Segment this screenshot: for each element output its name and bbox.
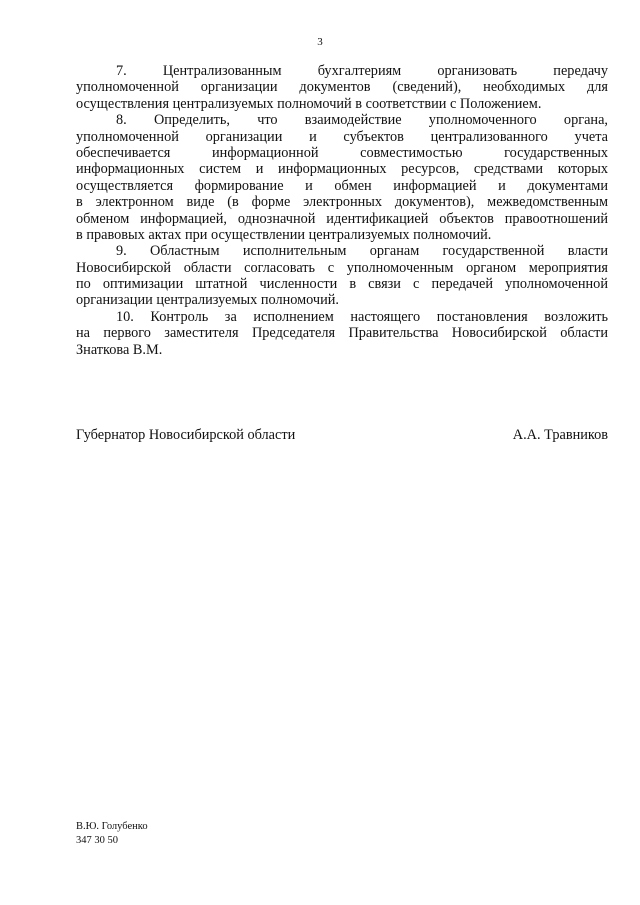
text-line: 8. Определить, что взаимодействие уполномоченного органа, xyxy=(116,112,608,129)
contact-phone: 347 30 50 xyxy=(76,835,118,846)
contact-name: В.Ю. Голубенко xyxy=(76,821,148,832)
page-number: 3 xyxy=(317,36,323,48)
text-line: 9. Областным исполнительным органам государственной власти xyxy=(116,243,608,260)
text-line: в электронном виде (в форме электронных документов), межведомственным xyxy=(76,194,608,211)
text-line: осуществляется формирование и обмен информацией и документами xyxy=(76,177,608,194)
text-line: уполномоченной организации и субъектов централизованного учета xyxy=(76,128,608,145)
signatory-title: Губернатор Новосибирской области xyxy=(76,427,296,443)
signature-block xyxy=(76,427,608,447)
document-body xyxy=(76,63,608,358)
text-line: 7. Централизованным бухгалтериям организовать передачу xyxy=(116,63,608,79)
text-line: 10. Контроль за исполнением настоящего постановления возложить xyxy=(116,308,608,325)
text-line: информационных систем и информационных ресурсов, средствами которых xyxy=(76,161,608,178)
text-line: обеспечивается информационной совместимостью государственных xyxy=(76,144,608,161)
signatory-name: А.А. Травников xyxy=(512,427,608,443)
text-line: Знаткова В.М. xyxy=(76,341,163,358)
text-line: организации централизуемых полномочий. xyxy=(76,292,339,309)
text-line: Новосибирской области согласовать с уполномоченным органом мероприятия xyxy=(76,259,608,276)
text-line: уполномоченной организации документов (сведений), необходимых для xyxy=(76,79,608,96)
paragraph-7 xyxy=(76,63,608,112)
paragraph-10 xyxy=(76,309,608,358)
text-line: на первого заместителя Председателя Правительства Новосибирской области xyxy=(76,325,608,342)
contact-block xyxy=(76,820,148,848)
text-line: по оптимизации штатной численности в связи с передачей уполномоченной xyxy=(76,276,608,293)
paragraph-8 xyxy=(76,112,608,243)
paragraph-9 xyxy=(76,243,608,309)
text-line: в правовых актах при осуществлении централизуемых полномочий. xyxy=(76,226,492,243)
text-line: осуществления централизуемых полномочий в соответствии с Положением. xyxy=(76,95,542,112)
text-line: обменом информацией, однозначной идентификацией объектов правоотношений xyxy=(76,210,608,227)
